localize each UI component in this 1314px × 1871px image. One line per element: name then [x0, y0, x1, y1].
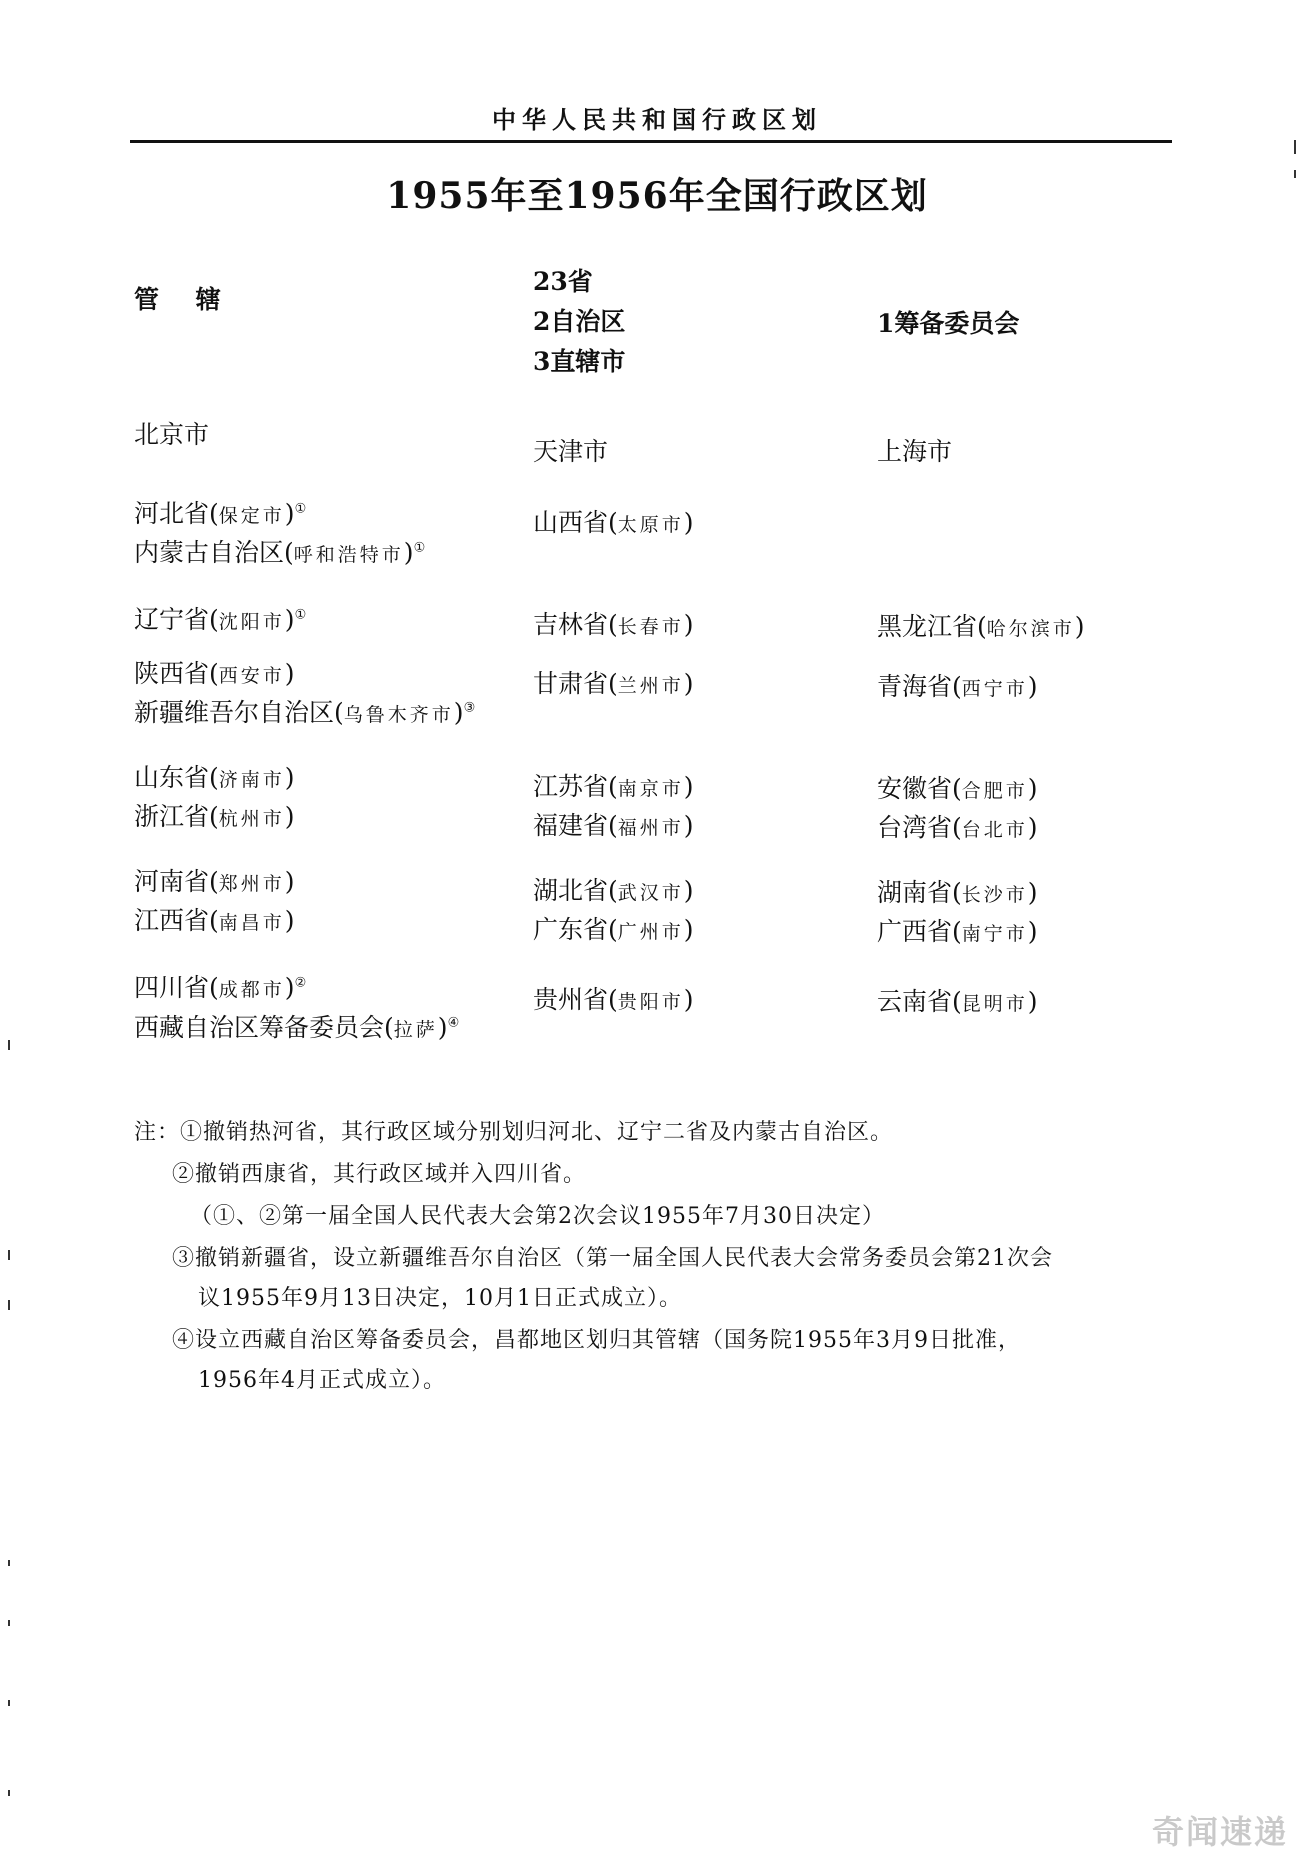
division-entry: 四川省(成都市)② [134, 973, 307, 1002]
division-entry: 新疆维吾尔自治区(乌鲁木齐市)③ [134, 698, 476, 727]
count-provinces: 23省 [533, 267, 593, 296]
note-5-continued: 1956年4月正式成立）。 [198, 1368, 446, 1393]
division-entry: 江苏省(南京市) [533, 772, 694, 801]
note-4: ③撤销新疆省，设立新疆维吾尔自治区（第一届全国人民代表大会常务委员会第21次会 [172, 1246, 1053, 1271]
division-entry: 福建省(福州市) [533, 811, 694, 840]
division-entry: 浙江省(杭州市) [134, 802, 295, 831]
division-entry: 北京市 [134, 420, 210, 449]
division-entry: 天津市 [533, 437, 609, 466]
division-entry: 吉林省(长春市) [533, 610, 694, 639]
division-entry: 广西省(南宁市) [877, 917, 1038, 946]
count-autonomous-regions: 2自治区 [533, 307, 626, 336]
scan-mark [8, 1620, 10, 1626]
jurisdiction-label: 管 辖 [134, 285, 235, 314]
division-entry: 山东省(济南市) [134, 763, 295, 792]
division-entry: 台湾省(台北市) [877, 813, 1038, 842]
header-rule [130, 140, 1172, 143]
count-committees: 1筹备委员会 [877, 309, 1020, 338]
note-2: ②撤销西康省，其行政区域并入四川省。 [172, 1162, 587, 1187]
scan-mark [8, 1790, 10, 1796]
division-entry: 上海市 [877, 437, 953, 466]
page-title: 1955年至1956年全国行政区划 [386, 175, 928, 217]
division-entry: 湖北省(武汉市) [533, 876, 694, 905]
note-1: 注：①撤销热河省，其行政区域分别划归河北、辽宁二省及内蒙古自治区。 [134, 1120, 894, 1145]
watermark: 奇闻速递 [1151, 1813, 1288, 1851]
division-entry: 贵州省(贵阳市) [533, 985, 694, 1014]
division-entry: 陕西省(西安市) [134, 659, 295, 688]
scan-mark [1294, 140, 1296, 154]
division-entry: 安徽省(合肥市) [877, 774, 1038, 803]
scan-mark [8, 1700, 10, 1706]
scan-mark [8, 1300, 10, 1310]
running-header: 中华人民共和国行政区划 [492, 105, 822, 134]
scan-mark [8, 1250, 10, 1260]
note-4-continued: 议1955年9月13日决定，10月1日正式成立）。 [198, 1286, 682, 1311]
note-3: （①、②第一届全国人民代表大会第2次会议1955年7月30日决定） [190, 1204, 885, 1229]
division-entry: 辽宁省(沈阳市)① [134, 605, 307, 634]
division-entry: 黑龙江省(哈尔滨市) [877, 612, 1085, 641]
scan-mark [8, 1560, 10, 1566]
count-municipalities: 3直辖市 [533, 347, 626, 376]
division-entry: 西藏自治区筹备委员会(拉萨)④ [134, 1013, 460, 1042]
note-5: ④设立西藏自治区筹备委员会，昌都地区划归其管辖（国务院1955年3月9日批准， [172, 1328, 1021, 1353]
division-entry: 甘肃省(兰州市) [533, 669, 694, 698]
scan-mark [8, 1040, 10, 1050]
division-entry: 河南省(郑州市) [134, 867, 295, 896]
scan-mark [1294, 170, 1296, 178]
division-entry: 江西省(南昌市) [134, 906, 295, 935]
division-entry: 广东省(广州市) [533, 915, 694, 944]
division-entry: 云南省(昆明市) [877, 987, 1038, 1016]
division-entry: 内蒙古自治区(呼和浩特市)① [134, 538, 426, 567]
division-entry: 河北省(保定市)① [134, 499, 307, 528]
division-entry: 湖南省(长沙市) [877, 878, 1038, 907]
division-entry: 青海省(西宁市) [877, 672, 1038, 701]
division-entry: 山西省(太原市) [533, 508, 694, 537]
